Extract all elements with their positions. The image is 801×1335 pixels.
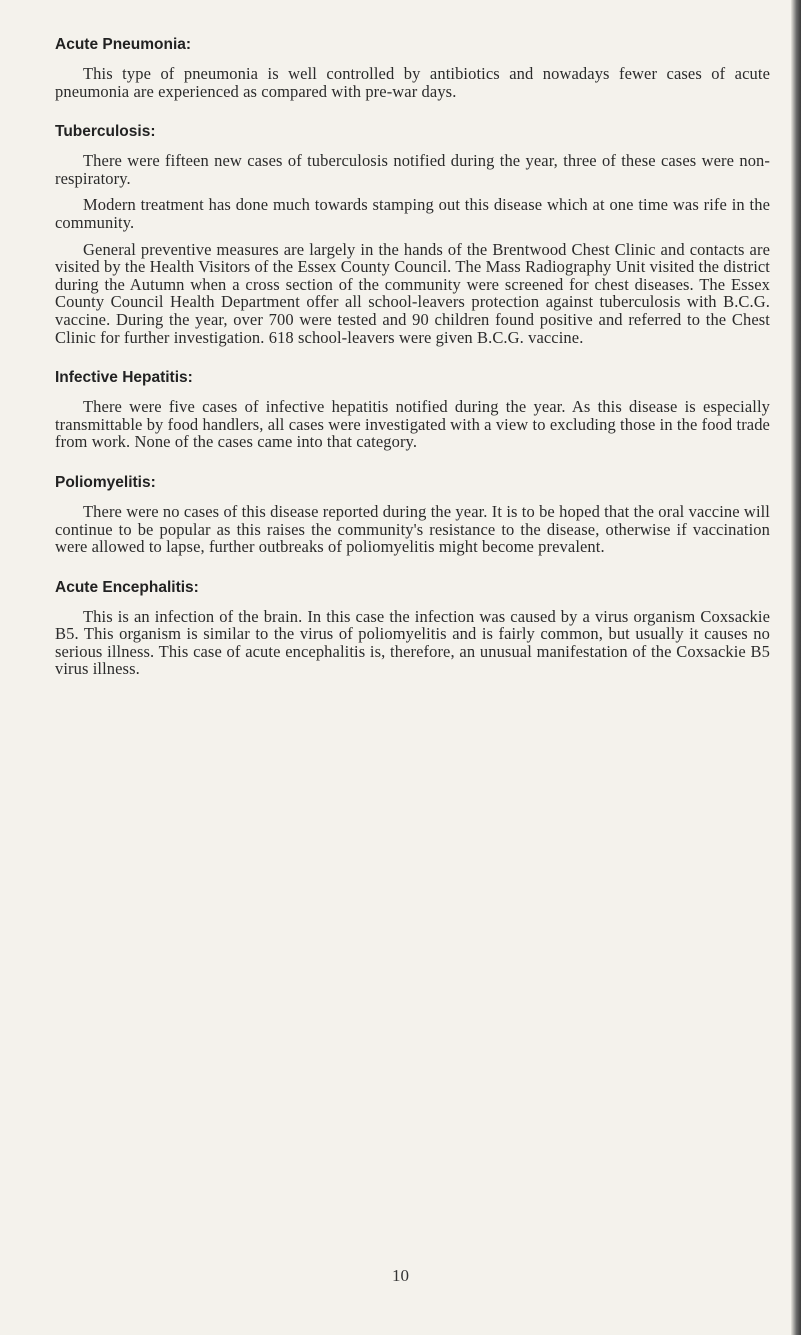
section-paragraph: There were five cases of infective hepatitis notified during the year. As this disease is especially transmittable by food handlers, all cases were investigated with a view to excluding those in the food trade from work. None of the cases came into that category.	[55, 397, 770, 452]
section-paragraph: This type of pneumonia is well controlled by antibiotics and nowadays fewer cases of acute pneumonia are experienced as compared with pre-war days.	[55, 64, 770, 101]
section-acute-pneumonia	[55, 35, 770, 100]
section-heading: Tuberculosis:	[55, 123, 156, 141]
section-heading: Poliomyelitis:	[55, 473, 156, 491]
section-paragraph: There were fifteen new cases of tuberculosis notified during the year, three of these cases were non-respiratory.	[55, 151, 770, 188]
page-edge-shadow	[791, 0, 801, 1335]
report-page-body	[55, 35, 770, 687]
page-number: 10	[392, 1266, 409, 1285]
section-heading: Infective Hepatitis:	[55, 369, 193, 387]
section-tuberculosis	[55, 122, 770, 346]
section-heading: Acute Encephalitis:	[55, 578, 199, 596]
section-infective-hepatitis	[55, 368, 770, 451]
section-paragraph: General preventive measures are largely in the hands of the Brentwood Chest Clinic and contacts are visited by the Health Visitors of the Essex County Council. The Mass Radiography Unit visited the district during the Autumn when a cross section of the community were screened for chest diseases. The Essex County Council Health Department offer all school-leavers protection against tuberculosis with B.C.G. vaccine. During the year, over 700 were tested and 90 children found positive and referred to the Chest Clinic for further investigation. 618 school-leavers were given B.C.G. vaccine.	[55, 239, 770, 347]
section-paragraph: There were no cases of this disease reported during the year. It is to be hoped that the oral vaccine will continue to be popular as this raises the community's resistance to the disease, otherwise if vaccination were allowed to lapse, further outbreaks of poliomyelitis might become prevalent.	[55, 501, 770, 557]
section-paragraph: This is an infection of the brain. In this case the infection was caused by a virus organism Coxsackie B5. This organism is similar to the virus of poliomyelitis and is fairly common, but usually it causes no serious illness. This case of acute encephalitis is, therefore, an unusual manifestation of the Coxsackie B5 virus illness.	[55, 606, 770, 679]
section-poliomyelitis	[55, 473, 770, 556]
section-paragraph: Modern treatment has done much towards stamping out this disease which at one time was rife in the community.	[55, 195, 770, 232]
section-acute-encephalitis	[55, 578, 770, 678]
section-heading: Acute Pneumonia:	[55, 36, 192, 53]
